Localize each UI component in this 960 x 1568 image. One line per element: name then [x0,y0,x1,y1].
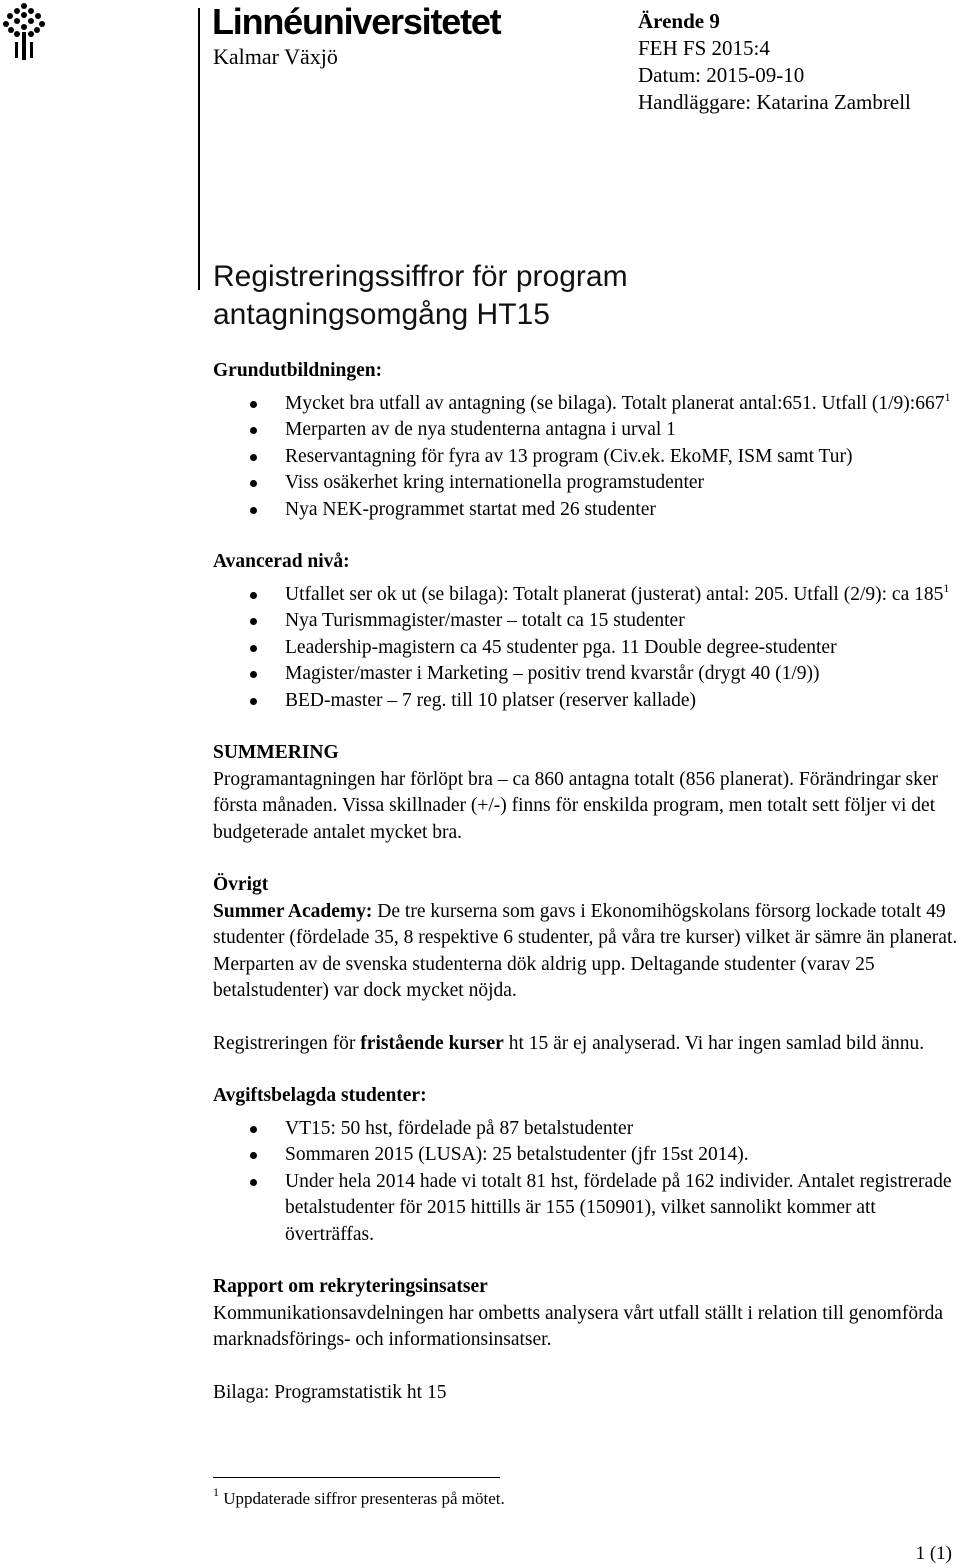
reference-number: FEH FS 2015:4 [638,36,770,60]
list-item: Magister/master i Marketing – positiv trend kvarstår (drygt 40 (1/9)) [213,661,958,688]
summer-academy-paragraph: Summer Academy: De tre kurserna som gavs i Ekonomihögskolans försorg lockade totalt 49 studenter (fördelade 35, 8 respektive 6 studenter, på våra tre kurser) vilket är sämre än planerat. Merparten av de svenska studenterna dök aldrig upp. Deltagande studenter (varav 25 betalstudenter) var dock mycket nöjda. [213,900,958,1001]
list-item: Nya Turismmagister/master – totalt ca 15 studenter [213,608,958,635]
case-officer: Handläggare: Katarina Zambrell [638,90,911,114]
section-heading-summering: SUMMERING [213,742,339,763]
list-item: Utfallet ser ok ut (se bilaga): Totalt planerat (justerat) antal: 205. Utfall (2/9): ca $185^1$ [213,582,958,609]
page-title [213,258,628,334]
avgift-list [213,1116,958,1249]
section-heading-rapport: Rapport om rekryteringsinsatser [213,1276,488,1297]
summering-text: Programantagningen har förlöpt bra – ca 860 antagna totalt (856 planerat). Förändringar sker första månaden. Vissa skillnader (+/-) finns för enskilda program, men totalt sett följer vi det budgeterade antalet mycket bra. [213,768,939,843]
section-heading-ovrigt: Övrigt [213,874,269,895]
section-heading-grund: Grundutbildningen: [213,360,383,381]
case-number: Ärende 9 [638,9,720,33]
list-item: Under hela 2014 hade vi totalt 81 hst, fördelade på 162 individer. Antalet registrerade betalstudenter för 2015 hittills är 155 (150901), vilket sannolikt kommer att överträffas. [213,1169,958,1249]
page-number: 1 (1) [915,1543,952,1564]
section-heading-avancerad: Avancerad nivå: [213,551,350,572]
logo-wordmark: Linnéuniversitetet [212,1,501,42]
list-item: Sommaren 2015 (LUSA): 25 betalstudenter (jfr 15st 2014). [213,1142,958,1169]
list-item: VT15: 50 hst, fördelade på 87 betalstudenter [213,1116,958,1143]
registration-paragraph: Registreringen för fristående kurser ht 15 är ej analyserad. Vi har ingen samlad bild ännu. [213,1032,925,1054]
document-body [213,358,958,1406]
tree-logo-icon [2,2,46,60]
list-item: Reservantagning för fyra av 13 program (Civ.ek. EkoMF, ISM samt Tur) [213,444,958,471]
list-item: Nya NEK-programmet startat med 26 studenter [213,497,958,524]
list-item: BED-master – 7 reg. till 10 platser (reserver kallade) [213,688,958,715]
title-line-1: Registreringssiffror för program [213,260,628,293]
summer-academy-label: Summer Academy: [213,900,373,922]
section-heading-avgift: Avgiftsbelagda studenter: [213,1085,427,1106]
registration-bold: fristående kurser [360,1032,504,1054]
title-line-2: antagningsomgång HT15 [213,298,550,331]
university-logo [0,0,560,80]
document-meta [638,8,911,116]
footnote-number: 1 [213,1485,219,1499]
list-item: Mycket bra utfall av antagning (se bilaga). Totalt planerat antal:651. Utfall $(1/9):667^1$ [213,391,958,418]
grund-list [213,391,958,524]
list-item: Leadership-magistern ca 45 studenter pga. 11 Double degree-studenter [213,635,958,662]
header-divider [198,8,200,290]
attachment-note: Bilaga: Programstatistik ht 15 [213,1381,447,1403]
footnote-separator [213,1477,500,1478]
footnote: $^1$ Uppdaterade siffror presenteras på mötet. [213,1485,505,1508]
document-date: Datum: 2015-09-10 [638,63,805,87]
rapport-text: Kommunikationsavdelningen har ombetts analysera vårt utfall ställt i relation till genomförda marknadsförings- och informationsinsatser. [213,1302,943,1350]
footnote-ref: 1 [944,389,951,404]
footnote-ref: 1 [943,580,950,595]
list-item: Viss osäkerhet kring internationella programstudenter [213,470,958,497]
avancerad-list [213,582,958,715]
logo-cities: Kalmar Växjö [213,44,338,69]
list-item: Merparten av de nya studenterna antagna i urval 1 [213,417,958,444]
